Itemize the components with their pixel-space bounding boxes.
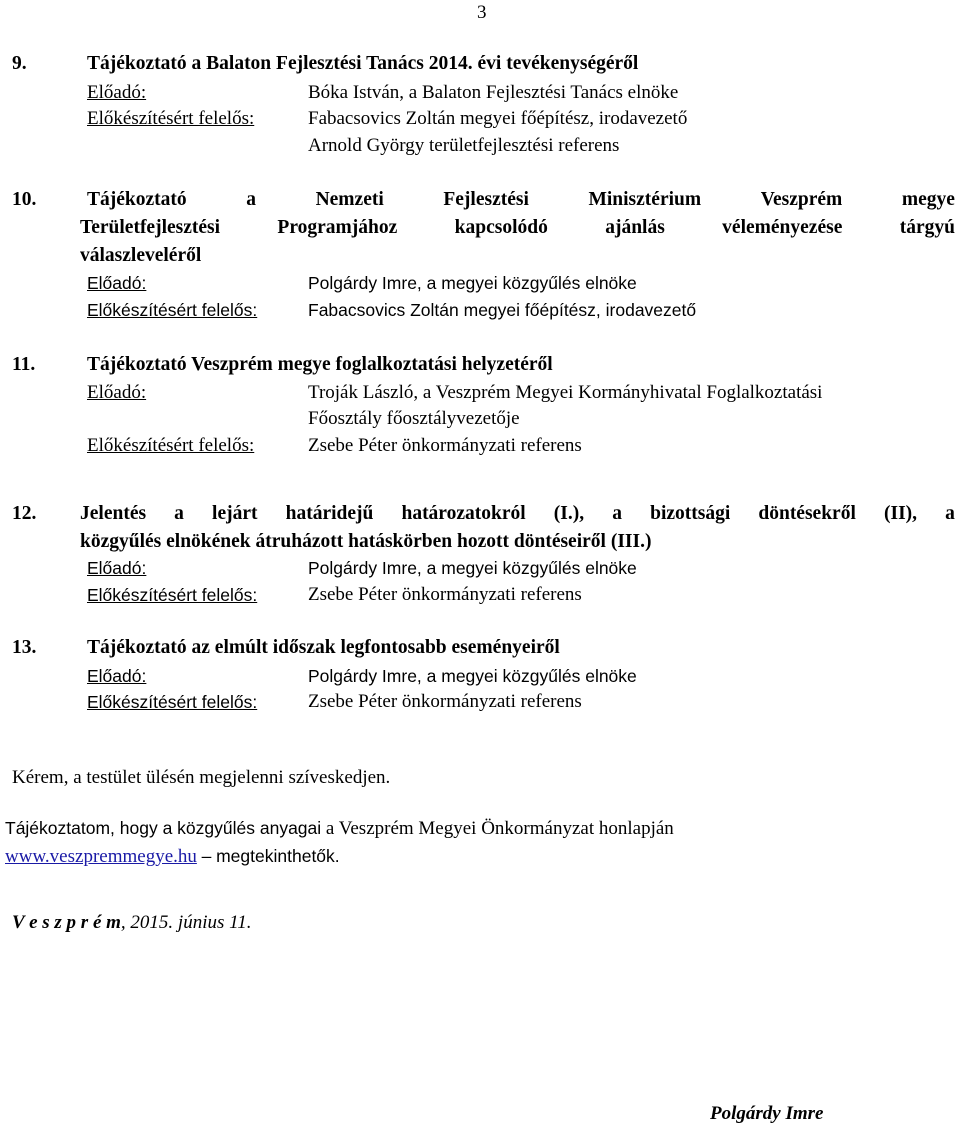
title-word: Jelentés	[80, 503, 147, 524]
signature-name: Polgárdy Imre	[710, 1103, 824, 1124]
prep-label: Előkészítésért felelős:	[87, 108, 255, 129]
presenter: Polgárdy Imre, a megyei közgyűlés elnöke	[308, 666, 637, 686]
title-word: Programjához	[277, 217, 398, 238]
date: , 2015. június 11.	[120, 912, 252, 933]
title-word: a	[945, 503, 955, 524]
presenter: Polgárdy Imre, a megyei közgyűlés elnöke	[308, 273, 637, 293]
prep-line: Fabacsovics Zoltán megyei főépítész, irodavezető	[308, 108, 688, 129]
prep-line: Zsebe Péter önkormányzati referens	[308, 435, 582, 456]
title-word: megye	[901, 189, 955, 210]
title-word: kapcsolódó	[454, 217, 548, 238]
materials-info-text: a Veszprém Megyei Önkormányzat honlapján	[325, 818, 674, 839]
item-number: 12.	[12, 503, 37, 524]
item-title-line	[80, 217, 955, 239]
title-word: Minisztérium	[588, 189, 702, 210]
title-word: tárgyú	[899, 217, 955, 238]
place: V e s z p r é m	[12, 912, 121, 933]
presenter: Bóka István, a Balaton Fejlesztési Tanács elnöke	[308, 82, 679, 103]
title-word: határidejű	[285, 503, 374, 524]
prep-label: Előkészítésért felelős:	[87, 692, 258, 712]
item-title-line: válaszleveléről	[80, 245, 202, 266]
item-number: 10.	[12, 189, 37, 210]
item-number: 9.	[12, 53, 27, 74]
title-word: Nemzeti	[315, 189, 384, 210]
attendance-request: Kérem, a testület ülésén megjelenni szíveskedjen.	[12, 767, 391, 788]
website-link[interactable]: www.veszpremmegye.hu	[5, 846, 197, 867]
item-title-line	[87, 189, 955, 211]
item-title-line: közgyűlés elnökének átruházott hatáskörben hozott döntéseiről (III.)	[80, 531, 652, 552]
prep-label: Előkészítésért felelős:	[87, 585, 258, 605]
title-word: Veszprém	[760, 189, 843, 210]
presenter-label: Előadó:	[87, 82, 147, 103]
item-number: 13.	[12, 637, 37, 658]
presenter-label: Előadó:	[87, 382, 147, 403]
materials-info	[5, 818, 674, 840]
materials-info-text: Tájékoztatom, hogy a közgyűlés anyagai	[5, 818, 322, 838]
presenter-label: Előadó:	[87, 666, 147, 686]
prep-label: Előkészítésért felelős:	[87, 300, 258, 320]
title-word: véleményezése	[722, 217, 843, 238]
title-word: ajánlás	[605, 217, 665, 238]
prep-label: Előkészítésért felelős:	[87, 435, 255, 456]
title-word: döntésekről	[758, 503, 856, 524]
title-word: lejárt	[212, 503, 258, 524]
title-word: határozatokról	[401, 503, 526, 524]
viewable-text: megtekinthetők.	[216, 846, 340, 866]
item-number: 11.	[12, 354, 36, 375]
item-title: Tájékoztató Veszprém megye foglalkoztatási helyzetéről	[87, 354, 553, 375]
presenter-label: Előadó:	[87, 558, 147, 578]
page-number: 3	[477, 2, 487, 23]
dash: –	[201, 846, 212, 866]
item-title-line	[80, 503, 955, 525]
website-line	[5, 846, 340, 868]
title-word: (II),	[883, 503, 918, 524]
place-date	[12, 912, 251, 934]
prep-line: Zsebe Péter önkormányzati referens	[308, 691, 582, 712]
prep-line: Zsebe Péter önkormányzati referens	[308, 584, 582, 605]
item-title: Tájékoztató a Balaton Fejlesztési Tanács 2014. évi tevékenységéről	[87, 53, 639, 74]
title-word: a	[246, 189, 256, 210]
presenter-label: Előadó:	[87, 273, 147, 293]
prep-line: Arnold György területfejlesztési referens	[308, 135, 620, 156]
title-word: (I.),	[553, 503, 585, 524]
presenter-line: Főosztály főosztályvezetője	[308, 408, 520, 429]
title-word: Területfejlesztési	[80, 217, 221, 238]
presenter-line: Troják László, a Veszprém Megyei Kormányhivatal Foglalkoztatási	[308, 382, 823, 403]
presenter: Polgárdy Imre, a megyei közgyűlés elnöke	[308, 558, 637, 578]
title-word: Fejlesztési	[443, 189, 529, 210]
title-word: a	[612, 503, 622, 524]
title-word: a	[174, 503, 184, 524]
item-title: Tájékoztató az elmúlt időszak legfontosabb eseményeiről	[87, 637, 560, 658]
title-word: Tájékoztató	[87, 189, 187, 210]
title-word: bizottsági	[650, 503, 731, 524]
prep-line: Fabacsovics Zoltán megyei főépítész, irodavezető	[308, 300, 697, 320]
